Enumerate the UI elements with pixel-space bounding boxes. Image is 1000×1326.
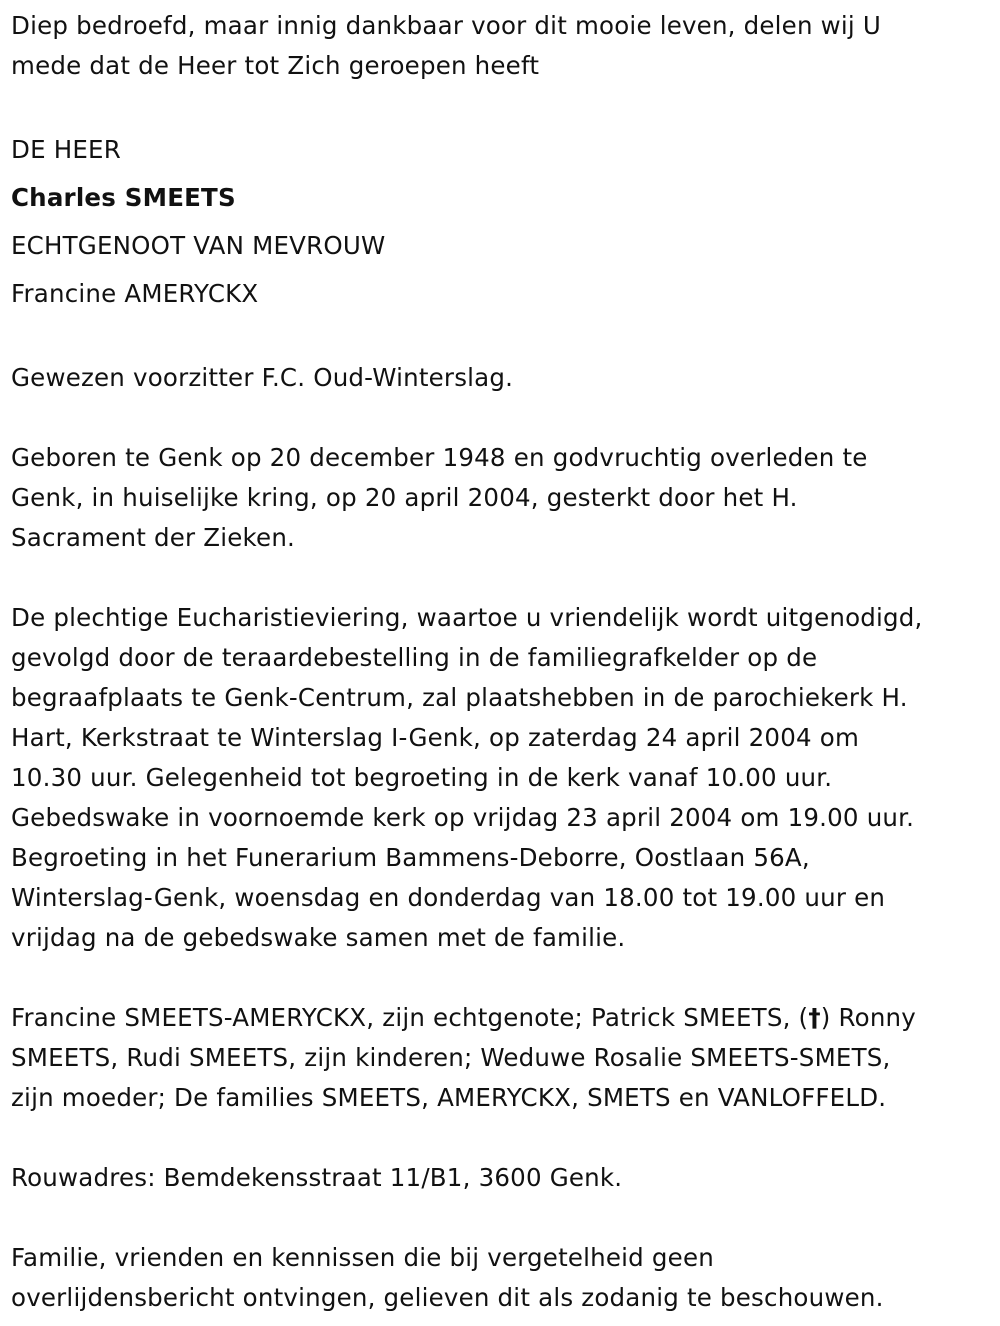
role-paragraph [11, 358, 1000, 398]
deceased-title: DE HEER [11, 135, 121, 164]
spacer [11, 1198, 1000, 1238]
birth-death-paragraph [11, 438, 1000, 558]
role-line: Gewezen voorzitter F.C. Oud-Winterslag. [11, 363, 514, 392]
deceased-name: Charles SMEETS [11, 183, 236, 212]
spacer [11, 398, 1000, 438]
closing-line: overlijdensbericht ontvingen, gelieven dit als zodanig te beschouwen. [11, 1283, 884, 1312]
cross-icon: † [808, 1003, 821, 1032]
address-paragraph [11, 1158, 1000, 1198]
spacer [11, 958, 1000, 998]
family-line-start: Francine SMEETS-AMERYCKX, zijn echtgenote; Patrick SMEETS, ( [11, 1003, 809, 1032]
birth-death-line: Sacrament der Zieken. [11, 523, 296, 552]
spacer [11, 558, 1000, 598]
spacer [11, 1118, 1000, 1158]
ceremony-line: 10.30 uur. Gelegenheid tot begroeting in de kerk vanaf 10.00 uur. [11, 763, 833, 792]
birth-death-line: Geboren te Genk op 20 december 1948 en godvruchtig overleden te [11, 443, 868, 472]
ceremony-line: Hart, Kerkstraat te Winterslag I-Genk, op zaterdag 24 april 2004 om [11, 723, 860, 752]
family-line-end: ) Ronny [820, 1003, 916, 1032]
family-line: zijn moeder; De families SMEETS, AMERYCKX, SMETS en VANLOFFELD. [11, 1083, 887, 1112]
mourning-address: Rouwadres: Bemdekensstraat 11/B1, 3600 Genk. [11, 1163, 623, 1192]
ceremony-line: Begroeting in het Funerarium Bammens-Deborre, Oostlaan 56A, [11, 843, 810, 872]
family-line [11, 998, 1000, 1038]
closing-line: Familie, vrienden en kennissen die bij vergetelheid geen [11, 1243, 714, 1272]
ceremony-paragraph [11, 598, 1000, 958]
deceased-relation: ECHTGENOOT VAN MEVROUW [11, 231, 386, 260]
ceremony-line: gevolgd door de teraardebestelling in de familiegrafkelder op de [11, 643, 818, 672]
deceased-block [11, 126, 1000, 318]
spouse-name: Francine AMERYCKX [11, 279, 259, 308]
spacer [11, 318, 1000, 358]
birth-death-line: Genk, in huiselijke kring, op 20 april 2004, gesterkt door het H. [11, 483, 798, 512]
ceremony-line: Gebedswake in voornoemde kerk op vrijdag 23 april 2004 om 19.00 uur. [11, 803, 915, 832]
ceremony-line: vrijdag na de gebedswake samen met de familie. [11, 923, 626, 952]
ceremony-line: Winterslag-Genk, woensdag en donderdag van 18.00 tot 19.00 uur en [11, 883, 886, 912]
ceremony-line: De plechtige Eucharistieviering, waartoe u vriendelijk wordt uitgenodigd, [11, 603, 923, 632]
family-paragraph [11, 998, 1000, 1118]
spacer [11, 86, 1000, 126]
intro-line: Diep bedroefd, maar innig dankbaar voor dit mooie leven, delen wij U [11, 11, 882, 40]
intro-line: mede dat de Heer tot Zich geroepen heeft [11, 51, 540, 80]
intro-paragraph [11, 6, 1000, 86]
closing-paragraph [11, 1238, 1000, 1318]
ceremony-line: begraafplaats te Genk-Centrum, zal plaatshebben in de parochiekerk H. [11, 683, 908, 712]
family-line: SMEETS, Rudi SMEETS, zijn kinderen; Weduwe Rosalie SMEETS-SMETS, [11, 1043, 891, 1072]
